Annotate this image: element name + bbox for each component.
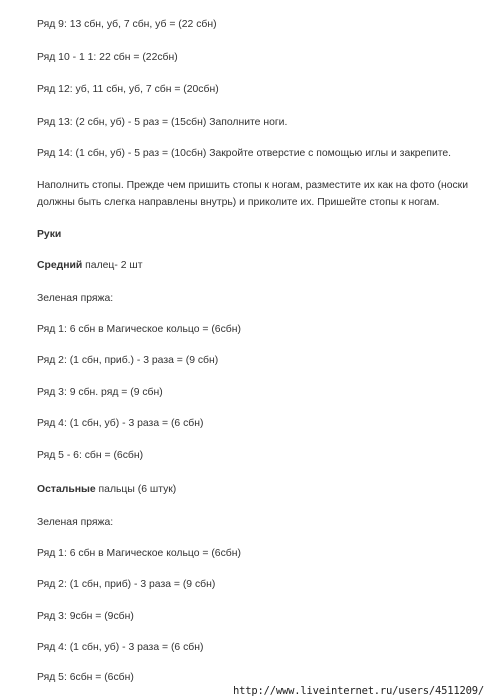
subsection-title (37, 258, 472, 274)
subsection-title-rest: пальцы (6 штук) (95, 484, 177, 495)
row-line: Ряд 9: 13 сбн, уб, 7 сбн, уб = (22 сбн) (37, 19, 217, 30)
subsection-title-bold: Остальные (37, 484, 96, 495)
row-line: Ряд 4: (1 сбн, уб) - 3 раза = (6 сбн) (37, 418, 204, 429)
section-heading: Руки (37, 229, 62, 240)
yarn-label: Зеленая пряжа: (37, 517, 114, 528)
row-line: Ряд 5: 6сбн = (6сбн) (37, 672, 134, 683)
watermark-url: http://www.liveinternet.ru/users/4511209/ (233, 685, 484, 697)
row-line: Ряд 3: 9 сбн. ряд = (9 сбн) (37, 387, 163, 398)
instruction-paragraph: Наполнить стопы. Прежде чем пришить стопы к ногам, разместите их как на фото (носки должны быть слегка направлены внутрь) и приколите их. Пришейте стопы к ногам. (37, 180, 469, 208)
subsection-title-rest: палец- 2 шт (82, 260, 143, 271)
row-line: Ряд 2: (1 сбн, приб) - 3 раза = (9 сбн) (37, 579, 216, 590)
row-line: Ряд 13: (2 сбн, уб) - 5 раз = (15сбн) Заполните ноги. (37, 117, 288, 128)
row-line: Ряд 12: уб, 11 сбн, уб, 7 сбн = (20сбн) (37, 84, 219, 95)
row-line: Ряд 1: 6 сбн в Магическое кольцо = (6сбн) (37, 548, 241, 559)
subsection-title (37, 482, 472, 498)
row-line: Ряд 1: 6 сбн в Магическое кольцо = (6сбн) (37, 324, 241, 335)
subsection-title-bold: Средний (37, 260, 83, 271)
yarn-label: Зеленая пряжа: (37, 293, 114, 304)
row-line: Ряд 3: 9сбн = (9сбн) (37, 611, 134, 622)
row-line: Ряд 10 - 1 1: 22 сбн = (22сбн) (37, 52, 178, 63)
row-line: Ряд 14: (1 сбн, уб) - 5 раз = (10сбн) Закройте отверстие с помощью иглы и закрепите. (37, 148, 452, 159)
row-line: Ряд 4: (1 сбн, уб) - 3 раза = (6 сбн) (37, 642, 204, 653)
row-line: Ряд 5 - 6: сбн = (6сбн) (37, 450, 144, 461)
row-line: Ряд 2: (1 сбн, приб.) - 3 раза = (9 сбн) (37, 355, 219, 366)
